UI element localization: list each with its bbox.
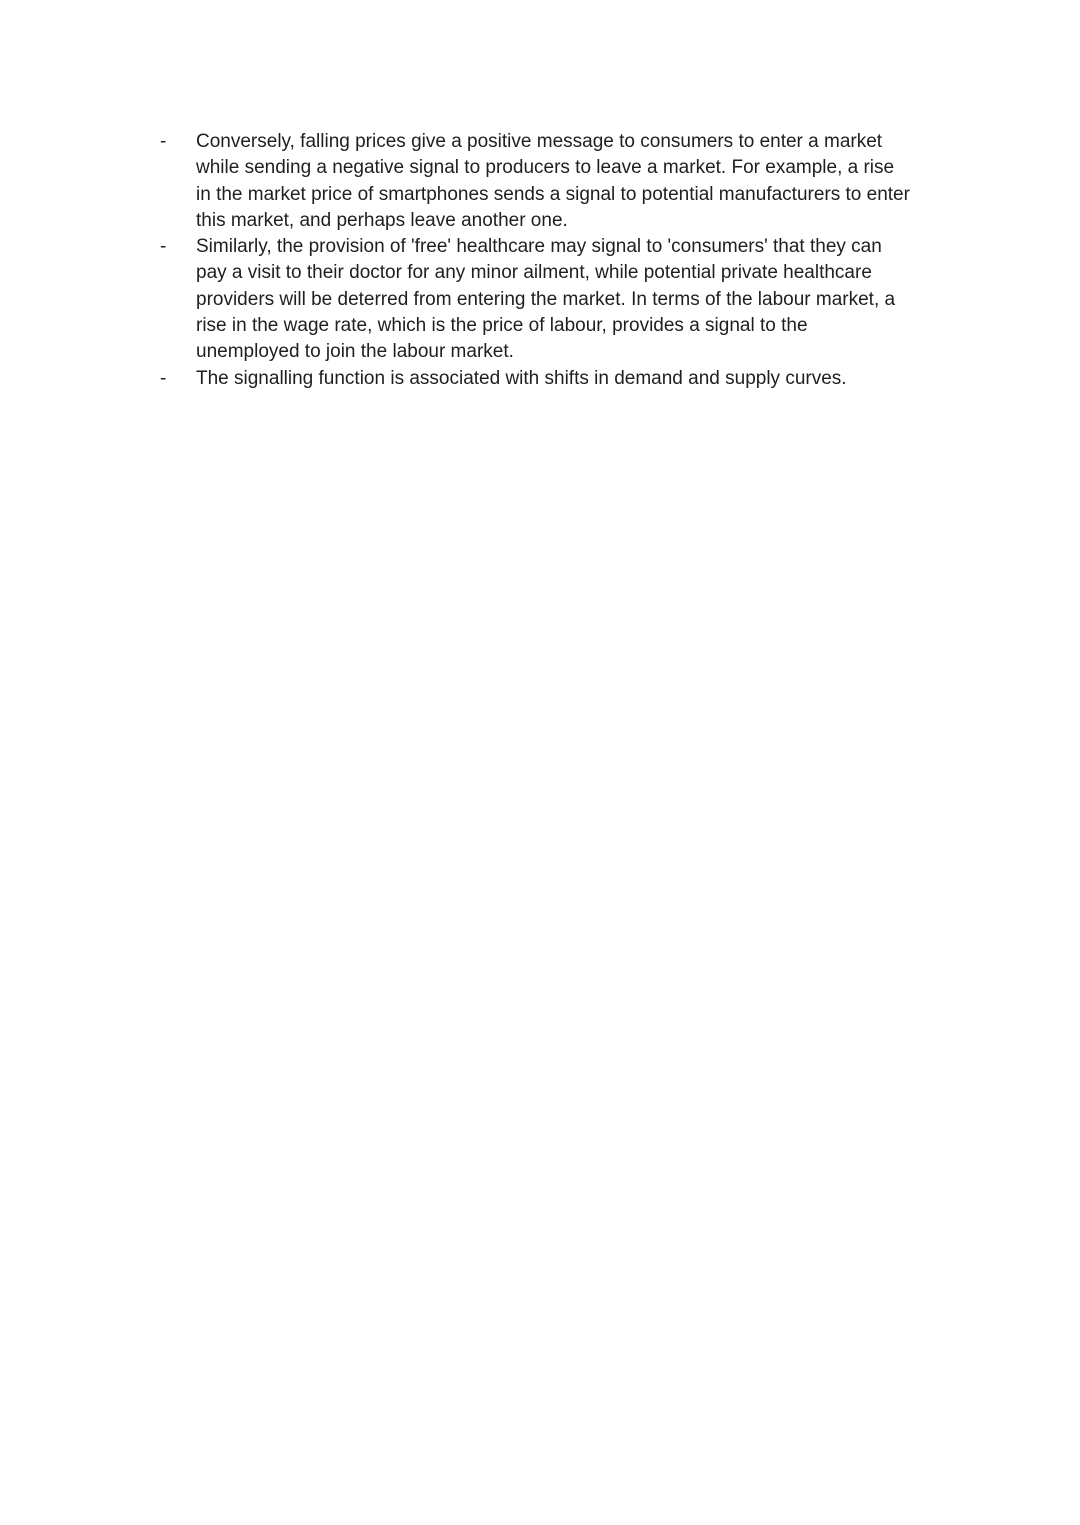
bullet-text: [196, 129, 960, 234]
bullet-item-3: [160, 366, 960, 392]
text-line: Conversely, falling prices give a positive message to consumers to enter a market: [196, 131, 883, 152]
text-line: providers will be deterred from entering the market. In terms of the labour market, a: [196, 288, 896, 310]
bullet-text: [196, 234, 960, 365]
text-line: unemployed to join the labour market.: [196, 341, 514, 363]
text-line: The signalling function is associated with shifts in demand and supply curves.: [196, 367, 847, 389]
text-line: in the market price of smartphones sends a signal to potential manufacturers to enter: [196, 183, 910, 205]
bullet-item-2: [160, 234, 960, 365]
text-line: Similarly, the provision of 'free' healthcare may signal to 'consumers' that they can: [196, 236, 882, 258]
text-line: this market, and perhaps leave another one.: [196, 209, 568, 231]
text-line: pay a visit to their doctor for any minor ailment, while potential private healthcare: [196, 262, 872, 284]
bullet-item-1: [160, 129, 960, 234]
text-line: while sending a negative signal to producers to leave a market. For example, a rise: [196, 157, 895, 179]
bullet-text: [196, 366, 960, 392]
bullet-dash: -: [160, 367, 167, 389]
text-line: rise in the wage rate, which is the price of labour, provides a signal to the: [196, 315, 808, 337]
bullet-dash: -: [160, 131, 167, 152]
bullet-list: [160, 129, 960, 392]
bullet-dash: -: [160, 236, 167, 258]
